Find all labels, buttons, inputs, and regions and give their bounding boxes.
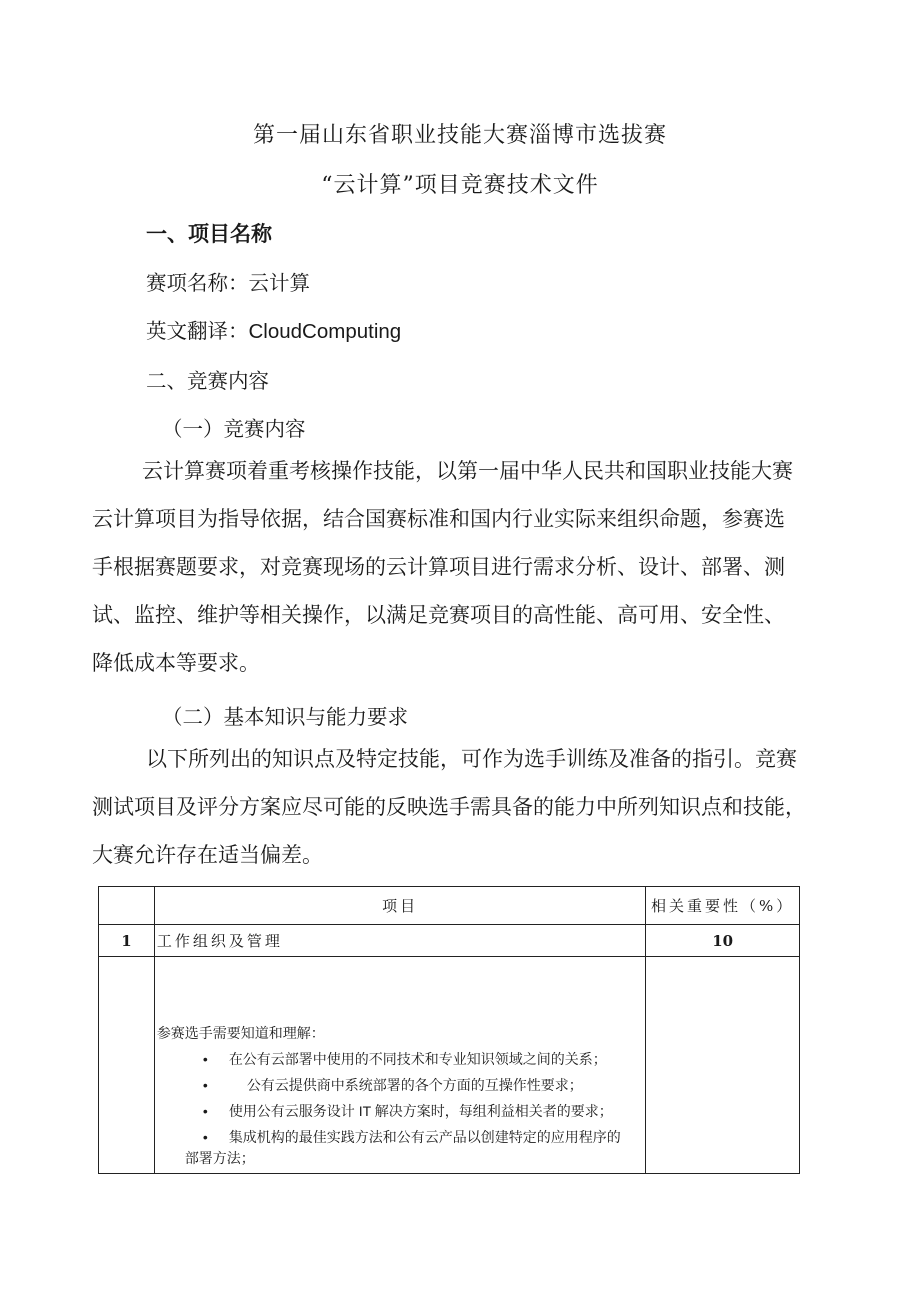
paragraph-line: 测试项目及评分方案应尽可能的反映选手需具备的能力中所列知识点和技能， [92, 795, 806, 819]
detail-list [155, 1046, 646, 1169]
row-weight: 10 [646, 925, 800, 957]
section-heading-2: 二、竞赛内容 [146, 369, 269, 393]
section-heading-1: 一、项目名称 [146, 222, 272, 246]
requirements-table [98, 886, 800, 1174]
event-english-value: CloudComputing [248, 320, 402, 343]
row-item-label: 工作组织及管理 [156, 932, 283, 950]
list-item-text: 集成机构的最佳实践方法和公有云产品以创建特定的应用程序的 [228, 1128, 621, 1145]
paragraph-knowledge-requirements [92, 735, 804, 879]
doc-title-line2: “云计算”项目竞赛技术文件 [321, 173, 599, 198]
table-row [99, 957, 800, 1174]
header-weight-cell [646, 887, 800, 925]
subsection-heading-1: （一）竞赛内容 [162, 417, 306, 441]
paragraph-line: 手根据赛题要求，对竞赛现场的云计算项目进行需求分析、设计、部署、测 [92, 555, 785, 579]
bullet-icon: • [202, 1128, 208, 1145]
subsection-heading-2: （二）基本知识与能力要求 [162, 705, 408, 729]
header-weight-label: 相关重要性（%） [651, 897, 795, 915]
paragraph-line: 以下所列出的知识点及特定技能，可作为选手训练及准备的指引。竞赛 [146, 747, 797, 771]
header-item-cell [154, 887, 646, 925]
list-item [155, 1098, 646, 1124]
list-item [155, 1124, 646, 1169]
list-item [155, 1046, 646, 1072]
event-english-label: 英文翻译： [146, 319, 249, 343]
list-item [155, 1072, 646, 1098]
bullet-icon: • [202, 1076, 208, 1093]
bullet-icon: • [202, 1102, 208, 1119]
list-item-text: 公有云提供商中系统部署的各个方面的互操作性要求； [246, 1076, 583, 1093]
header-item-label: 项目 [382, 897, 419, 915]
paragraph-line: 大赛允许存在适当偏差。 [92, 843, 323, 867]
row-number-empty [99, 957, 155, 1174]
detail-intro: 参赛选手需要知道和理解： [156, 1024, 325, 1041]
list-item-text: 使用公有云服务设计 IT 解决方案时，每组利益相关者的要求； [228, 1102, 613, 1119]
event-name: 赛项名称：云计算 [146, 271, 310, 295]
list-item-text-continued: 部署方法； [184, 1149, 255, 1166]
paragraph-line: 云计算赛项着重考核操作技能，以第一届中华人民共和国职业技能大赛 [142, 459, 793, 483]
paragraph-line: 云计算项目为指导依据，结合国赛标准和国内行业实际来组织命题，参赛选 [92, 507, 785, 531]
event-english [146, 314, 401, 344]
row-weight-empty [646, 957, 800, 1174]
table-header-row [99, 887, 800, 925]
row-item [154, 925, 646, 957]
row-detail [154, 957, 646, 1174]
paragraph-line: 降低成本等要求。 [92, 651, 260, 675]
doc-title-line1: 第一届山东省职业技能大赛淄博市选拔赛 [252, 123, 667, 148]
paragraph-competition-content [92, 447, 804, 687]
list-item-text: 在公有云部署中使用的不同技术和专业知识领域之间的关系； [228, 1050, 607, 1067]
header-number-cell [99, 887, 155, 925]
table-row [99, 925, 800, 957]
row-number: 1 [99, 925, 155, 957]
bullet-icon: • [202, 1050, 208, 1067]
paragraph-line: 试、监控、维护等相关操作，以满足竞赛项目的高性能、高可用、安全性、 [92, 603, 785, 627]
